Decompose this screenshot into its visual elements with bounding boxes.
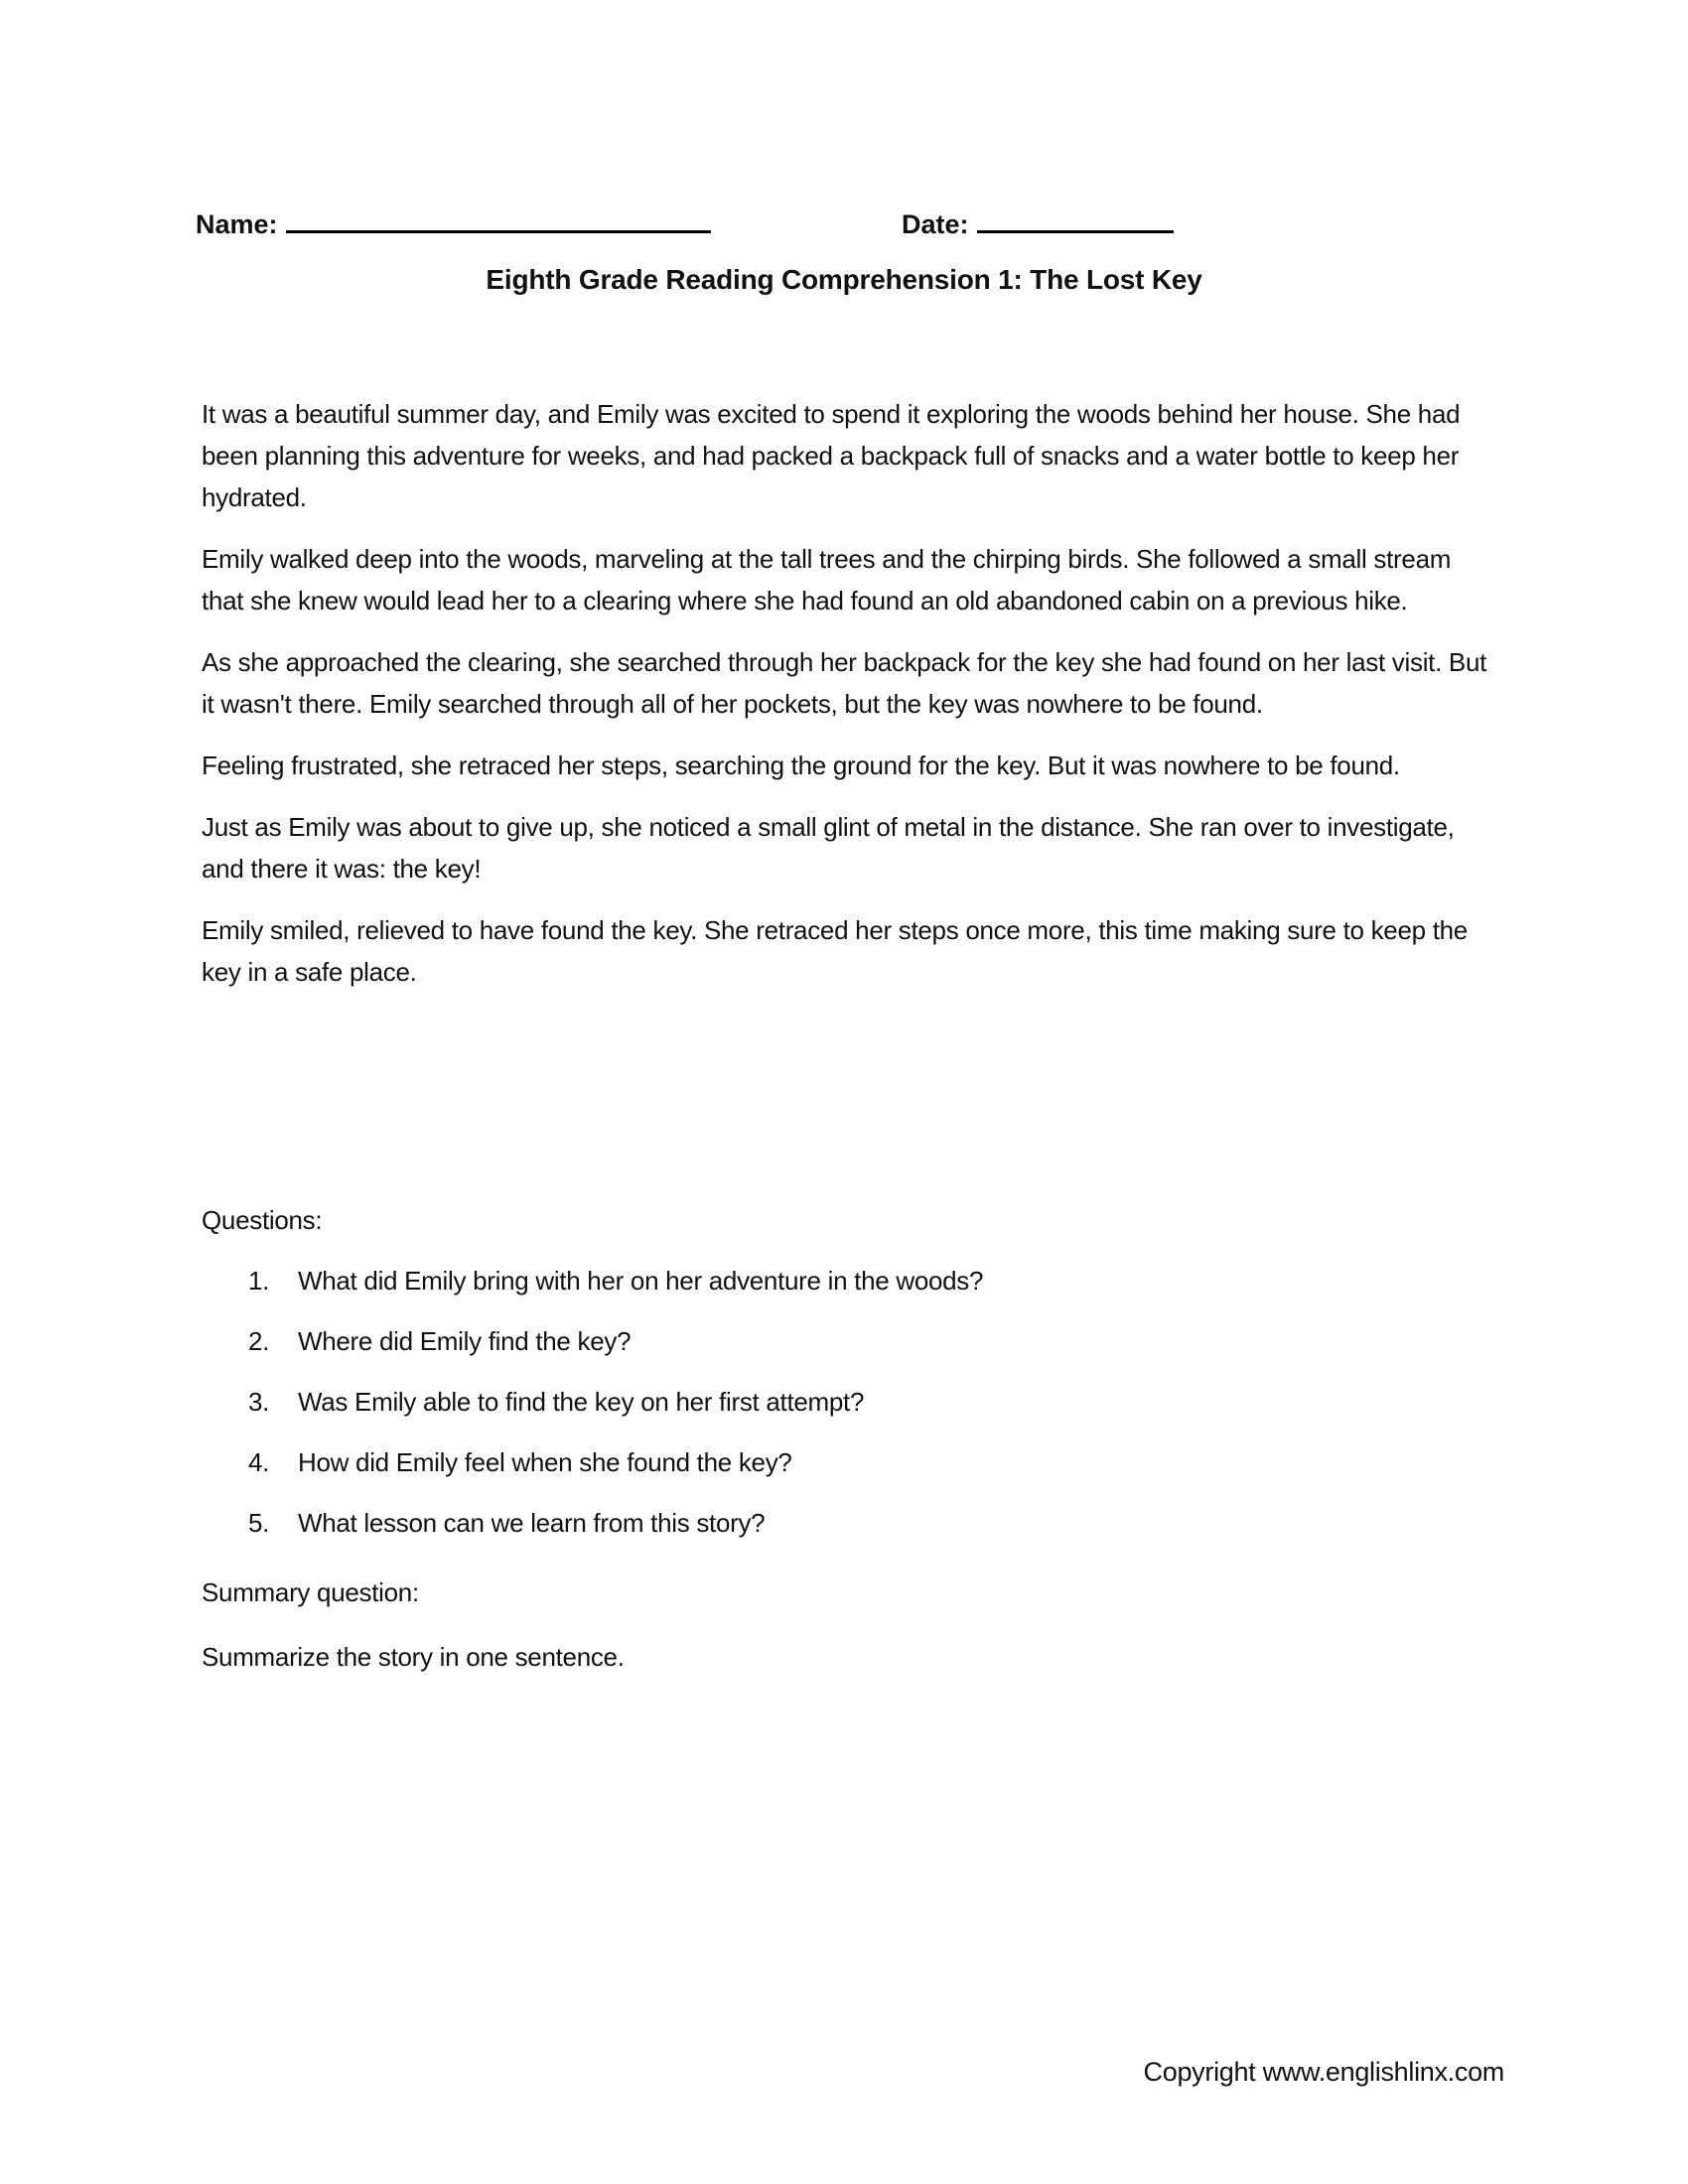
story-paragraph: Feeling frustrated, she retraced her steps, searching the ground for the key. But it was nowhere to be found. — [202, 751, 1400, 780]
question-text: What lesson can we learn from this story? — [298, 1508, 766, 1538]
question-item — [202, 1260, 1494, 1301]
question-number: 1. — [248, 1266, 270, 1296]
questions-heading: Questions: — [202, 1205, 323, 1235]
copyright-notice: Copyright www.englishlinx.com — [1143, 2057, 1504, 2087]
questions-section — [202, 1199, 1494, 1544]
question-text: Where did Emily find the key? — [298, 1326, 632, 1356]
summary-question-prompt: Summarize the story in one sentence. — [202, 1642, 625, 1672]
question-text: How did Emily feel when she found the key? — [298, 1447, 792, 1477]
question-number: 2. — [248, 1326, 270, 1356]
story-paragraph: Emily smiled, relieved to have found the key. She retraced her steps once more, this time making sure to keep the key in a safe place. — [202, 915, 1468, 987]
name-blank-line[interactable] — [286, 201, 711, 233]
story-passage — [202, 393, 1494, 1013]
question-text: What did Emily bring with her on her adventure in the woods? — [298, 1266, 984, 1296]
story-paragraph: Just as Emily was about to give up, she noticed a small glint of metal in the distance. She ran over to investigate, and there it was: the key! — [202, 812, 1455, 884]
question-item — [202, 1381, 1494, 1423]
question-text: Was Emily able to find the key on her first attempt? — [298, 1387, 865, 1417]
story-paragraph: It was a beautiful summer day, and Emily was excited to spend it exploring the woods behind her house. She had been planning this adventure for weeks, and had packed a backpack full of snacks and a water bottle to keep her hydrated. — [202, 399, 1461, 512]
question-number: 3. — [248, 1387, 270, 1417]
question-number: 5. — [248, 1508, 270, 1538]
name-label: Name: — [196, 209, 278, 239]
page-title: Eighth Grade Reading Comprehension 1: The Lost Key — [486, 264, 1202, 295]
story-paragraph: Emily walked deep into the woods, marveling at the tall trees and the chirping birds. She followed a small stream that she knew would lead her to a clearing where she had found an old abandoned cabin on a previous hike. — [202, 544, 1452, 615]
date-field-group — [902, 201, 1174, 240]
question-item — [202, 1502, 1494, 1544]
story-paragraph: As she approached the clearing, she searched through her backpack for the key she had found on her last visit. But it wasn't there. Emily searched through all of her pockets, but the key was nowhere to be found. — [202, 647, 1487, 719]
question-item — [202, 1441, 1494, 1483]
date-label: Date: — [902, 209, 969, 239]
name-field-group — [196, 201, 711, 240]
question-item — [202, 1320, 1494, 1362]
date-blank-line[interactable] — [977, 201, 1174, 233]
summary-question-heading: Summary question: — [202, 1577, 419, 1607]
question-number: 4. — [248, 1447, 270, 1477]
